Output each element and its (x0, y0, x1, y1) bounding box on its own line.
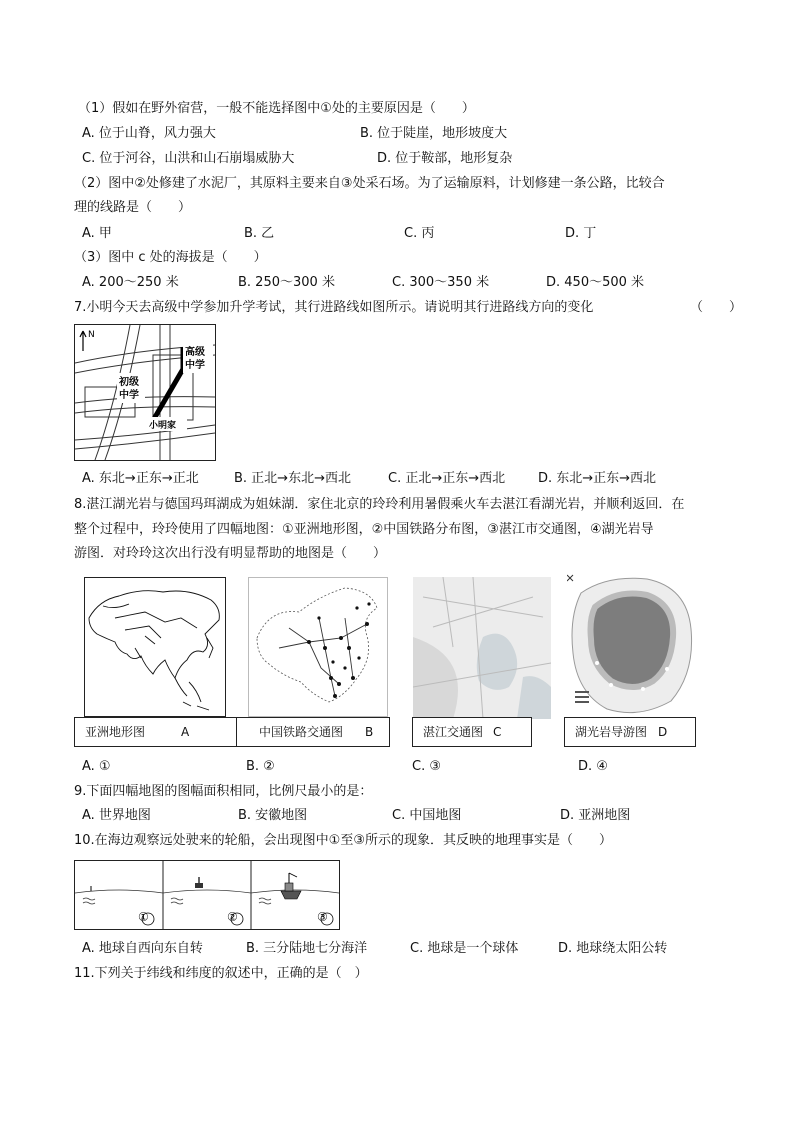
ship-partial-icon (195, 877, 203, 888)
q9-option-a: A. 世界地图 (82, 808, 151, 823)
caption-b-letter: B (365, 725, 374, 739)
q8-option-c: C. ③ (412, 759, 441, 774)
q7-stem: 7.小明今天去高级中学参加升学考试，其行进路线如图所示。请说明其行进路线方向的变化 (74, 300, 594, 315)
panel-label-1: ① (138, 910, 149, 924)
q9-option-d: D. 亚洲地图 (560, 808, 631, 823)
q6-sub2-stem-line2: 理的线路是（ ） (74, 200, 192, 215)
q6-sub2-option-b: B. 乙 (244, 226, 275, 241)
caption-d-letter: D (658, 725, 668, 739)
q7-bracket: （ ） (690, 300, 743, 315)
q6-sub3-option-a: A. 200～250 米 (82, 275, 179, 290)
q7-option-b: B. 正北→东北→西北 (234, 471, 351, 486)
caption-d-name: 湖光岩导游图 (575, 725, 648, 739)
junior-school-label-2: 中学 (119, 390, 139, 401)
close-icon (567, 575, 573, 581)
china-railway-map (248, 577, 388, 717)
q6-sub1-option-d: D. 位于鞍部，地形复杂 (377, 151, 513, 166)
zhanjiang-traffic-map (413, 577, 551, 719)
asia-map (84, 577, 226, 717)
caption-c-letter: C (493, 725, 502, 739)
q10-stem: 10.在海边观察远处驶来的轮船，会出现图中①至③所示的现象．其反映的地理事实是（ ） (74, 833, 612, 848)
caption-c (412, 717, 532, 747)
q10-option-a: A. 地球自西向东自转 (82, 941, 203, 956)
huguangyan-guide-map (567, 573, 695, 719)
ship-panels (74, 860, 340, 930)
high-school-label-2: 中学 (185, 360, 205, 371)
q8-option-a: A. ① (82, 759, 111, 774)
q7-option-a: A. 东北→正东→正北 (82, 471, 199, 486)
q6-sub2-option-d: D. 丁 (565, 226, 597, 241)
high-school-label-1: 高级 (185, 347, 205, 358)
ship-full-icon (281, 873, 301, 899)
caption-c-name: 湛江交通图 (423, 725, 484, 739)
panel-label-2: ② (227, 910, 238, 924)
q9-option-c: C. 中国地图 (392, 808, 462, 823)
panel-label-3: ③ (317, 910, 328, 924)
q8-option-d: D. ④ (578, 759, 608, 774)
q9-stem: 9.下面四幅地图的图幅面积相同，比例尺最小的是： (74, 784, 373, 799)
q6-sub3-option-c: C. 300～350 米 (392, 275, 490, 290)
q6-sub3-stem: （3）图中 c 处的海拔是（ ） (74, 250, 267, 265)
caption-a (74, 717, 238, 747)
caption-b (236, 717, 390, 747)
caption-a-name: 亚洲地形图 (85, 725, 146, 739)
junior-school-label-1: 初级 (119, 377, 139, 388)
q6-sub2-option-a: A. 甲 (82, 226, 112, 241)
q6-sub3-option-d: D. 450～500 米 (546, 275, 645, 290)
q6-sub1-option-a: A. 位于山脊，风力强大 (82, 126, 216, 141)
q10-option-d: D. 地球绕太阳公转 (558, 941, 668, 956)
q7-route-map (74, 324, 216, 461)
q11-stem: 11.下列关于纬线和纬度的叙述中，正确的是（ ） (74, 966, 368, 981)
q6-sub2-option-c: C. 丙 (404, 226, 435, 241)
q6-sub1-option-b: B. 位于陡崖，地形坡度大 (360, 126, 508, 141)
north-arrow-icon (80, 331, 86, 351)
q6-sub1-stem: （1）假如在野外宿营，一般不能选择图中①处的主要原因是（ ） (78, 101, 475, 116)
q10-option-c: C. 地球是一个球体 (410, 941, 519, 956)
q8-option-b: B. ② (246, 759, 275, 774)
q7-option-c: C. 正北→正东→西北 (388, 471, 506, 486)
q6-sub3-option-b: B. 250～300 米 (238, 275, 335, 290)
q6-sub2-stem-line1: （2）图中②处修建了水泥厂，其原料主要来自③处采石场。为了运输原料，计划修建一条公路，比较合 (74, 176, 665, 191)
caption-a-letter: A (181, 725, 190, 739)
q7-option-d: D. 东北→正东→西北 (538, 471, 657, 486)
q8-stem-line2: 整个过程中，玲玲使用了四幅地图：①亚洲地形图，②中国铁路分布图，③湛江市交通图，④湖光岩导 (74, 522, 654, 537)
q10-option-b: B. 三分陆地七分海洋 (246, 941, 368, 956)
home-label: 小明家 (149, 421, 177, 431)
q6-sub1-option-c: C. 位于河谷，山洪和山石崩塌威胁大 (82, 151, 295, 166)
q9-option-b: B. 安徽地图 (238, 808, 308, 823)
caption-d (564, 717, 696, 747)
q8-stem-line3: 游图．对玲玲这次出行没有明显帮助的地图是（ ） (74, 546, 387, 561)
north-label: N (88, 330, 95, 340)
caption-b-name: 中国铁路交通图 (259, 725, 344, 739)
q8-stem-line1: 8.湛江湖光岩与德国玛珥湖成为姐妹湖．家住北京的玲玲利用暑假乘火车去湛江看湖光岩，并顺利返回．在 (74, 497, 685, 512)
